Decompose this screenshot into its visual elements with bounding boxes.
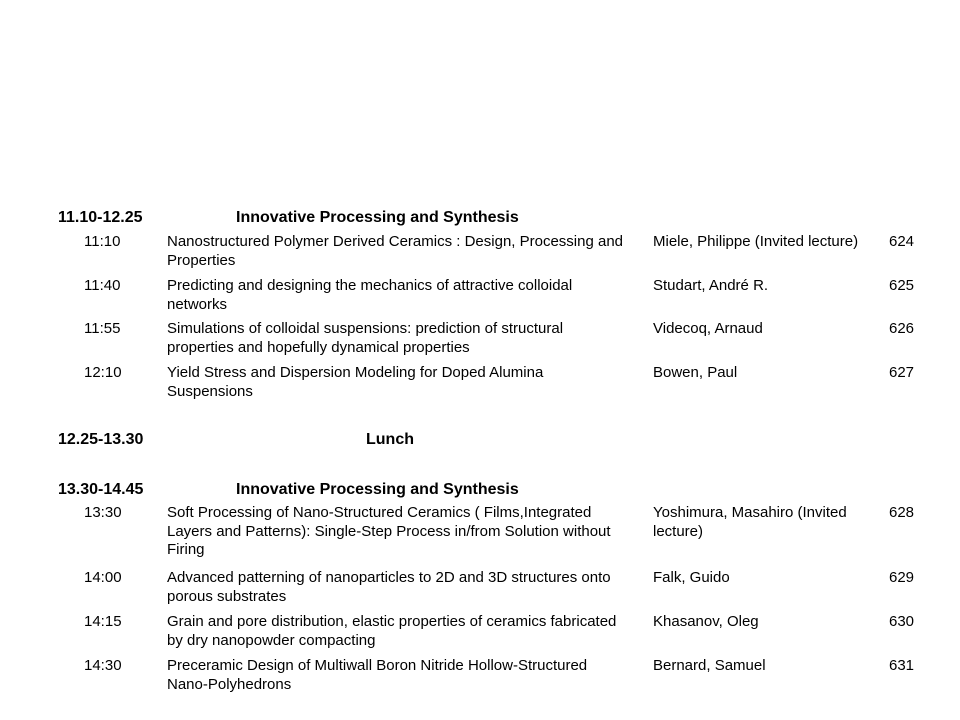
talk-number: 631 bbox=[889, 657, 915, 674]
session-title: Innovative Processing and Synthesis bbox=[236, 209, 519, 226]
session-title: Innovative Processing and Synthesis bbox=[236, 481, 519, 498]
talk-author: Falk, Guido bbox=[653, 569, 730, 586]
talk-time: 12:10 bbox=[84, 364, 122, 381]
session-time: 11.10-12.25 bbox=[58, 209, 143, 226]
talk-author: Bowen, Paul bbox=[653, 364, 738, 381]
talk-number: 627 bbox=[889, 364, 915, 381]
talk-number: 626 bbox=[889, 320, 915, 337]
talk-number: 629 bbox=[889, 569, 915, 586]
talk-title: Preceramic Design of Multiwall Boron Nitride Hollow-Structured Nano-Polyhedrons bbox=[167, 657, 588, 693]
talk-time: 14:00 bbox=[84, 569, 122, 586]
talk-author: Miele, Philippe (Invited lecture) bbox=[653, 233, 859, 250]
talk-number: 624 bbox=[889, 233, 915, 250]
talk-time: 11:40 bbox=[84, 277, 121, 294]
talk-title: Grain and pore distribution, elastic properties of ceramics fabricated by dry nanopowder compacting bbox=[167, 613, 617, 649]
talk-author: Bernard, Samuel bbox=[653, 657, 766, 674]
talk-number: 625 bbox=[889, 277, 915, 294]
session-time: 13.30-14.45 bbox=[58, 481, 144, 498]
talk-title: Yield Stress and Dispersion Modeling for Doped Alumina Suspensions bbox=[167, 364, 544, 400]
talk-time: 13:30 bbox=[84, 504, 122, 521]
talk-number: 628 bbox=[889, 504, 915, 521]
talk-time: 11:10 bbox=[84, 233, 121, 250]
talk-title: Simulations of colloidal suspensions: prediction of structural properties and hopefully dynamical properties bbox=[167, 320, 564, 356]
talk-number: 630 bbox=[889, 613, 915, 630]
talk-author: Khasanov, Oleg bbox=[653, 613, 759, 630]
talk-time: 11:55 bbox=[84, 320, 121, 337]
talk-title: Predicting and designing the mechanics of attractive colloidal networks bbox=[167, 277, 573, 313]
talk-author: Studart, André R. bbox=[653, 277, 769, 294]
session-title: Lunch bbox=[366, 431, 414, 448]
talk-author: Videcoq, Arnaud bbox=[653, 320, 763, 337]
talk-title: Advanced patterning of nanoparticles to 2D and 3D structures onto porous substrates bbox=[167, 569, 611, 605]
talk-time: 14:15 bbox=[84, 613, 122, 630]
talk-title: Soft Processing of Nano-Structured Ceramics ( Films,Integrated Layers and Patterns): Single-Step Process in/from Solution without Firing bbox=[167, 504, 611, 558]
talk-time: 14:30 bbox=[84, 657, 122, 674]
talk-title: Nanostructured Polymer Derived Ceramics : Design, Processing and Properties bbox=[167, 233, 624, 269]
talk-author: Yoshimura, Masahiro (Invited lecture) bbox=[653, 504, 847, 540]
session-time: 12.25-13.30 bbox=[58, 431, 144, 448]
